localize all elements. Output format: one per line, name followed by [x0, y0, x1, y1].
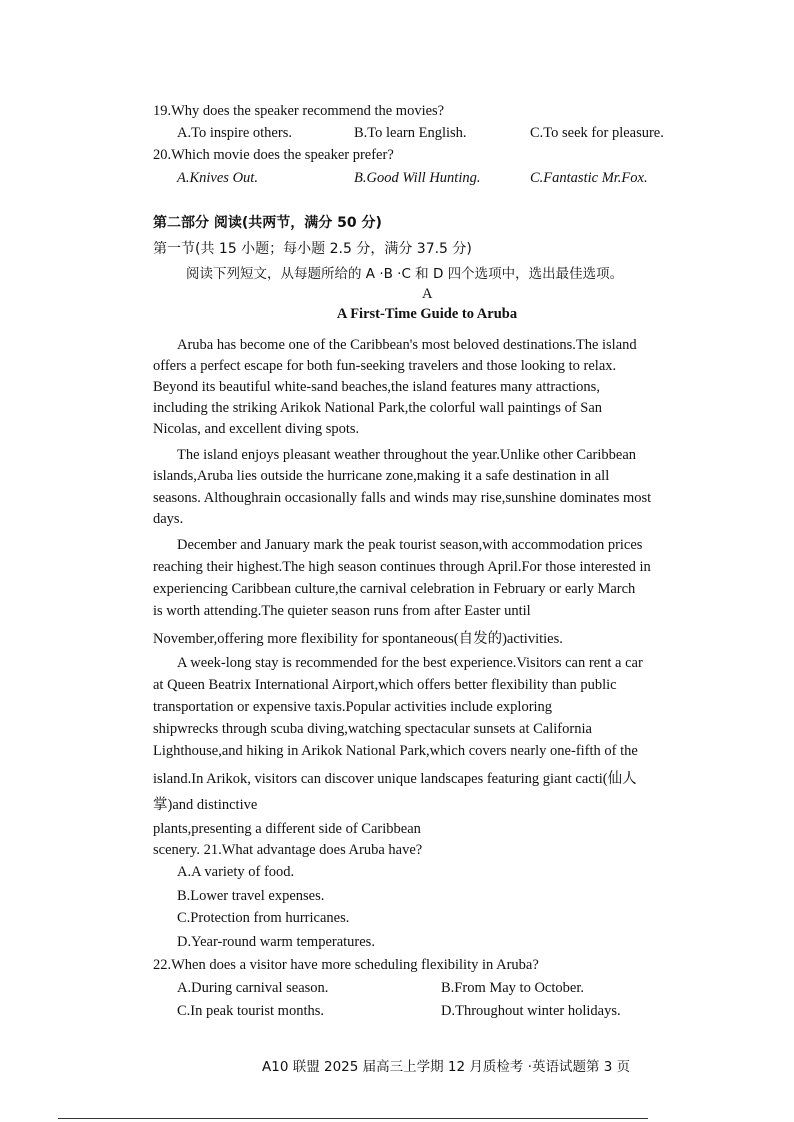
passage-line: transportation or expensive taxis.Popular activities include exploring	[153, 699, 553, 715]
passage-line: shipwrecks through scuba diving,watching spectacular sunsets at California	[153, 721, 592, 737]
passage-line: experiencing Caribbean culture,the carnival celebration in February or early March	[153, 581, 636, 597]
question-22: 22.When does a visitor have more scheduling flexibility in Aruba?	[153, 957, 539, 973]
q21-option-a: A.A variety of food.	[177, 864, 295, 880]
q22-option-b: B.From May to October.	[441, 980, 584, 996]
section-title: 第二部分 阅读(共两节，满分 50 分)	[153, 215, 382, 231]
passage-line: plants,presenting a different side of Caribbean	[153, 821, 421, 837]
question-20: 20.Which movie does the speaker prefer?	[153, 147, 394, 163]
q20-option-c: C.Fantastic Mr.Fox.	[530, 170, 648, 186]
q19-option-b: B.To learn English.	[354, 125, 467, 141]
passage-line: Nicolas, and excellent diving spots.	[153, 421, 360, 437]
passage-line: offers a perfect escape for both fun-seeking travelers and those looking to relax.	[153, 358, 617, 374]
q20-option-b: B.Good Will Hunting.	[354, 170, 481, 186]
q22-option-d: D.Throughout winter holidays.	[441, 1003, 621, 1019]
section-subtitle: 第一节(共 15 小题；每小题 2.5 分，满分 37.5 分)	[153, 241, 472, 257]
passage-line: days.	[153, 511, 184, 527]
q19-option-c: C.To seek for pleasure.	[530, 125, 664, 141]
q21-option-d: D.Year-round warm temperatures.	[177, 934, 375, 950]
q21-option-c: C.Protection from hurricanes.	[177, 910, 350, 926]
page-footer: A10 联盟 2025 届高三上学期 12 月质检考 ·英语试题第 3 页	[262, 1059, 631, 1075]
passage-line: including the striking Arikok National Park,the colorful wall paintings of San	[153, 400, 603, 416]
q22-option-c: C.In peak tourist months.	[177, 1003, 325, 1019]
passage-line: The island enjoys pleasant weather throughout the year.Unlike other Caribbean	[177, 447, 637, 463]
passage-line: island.In Arikok, visitors can discover unique landscapes featuring giant cacti(仙人	[153, 771, 637, 787]
passage-line: islands,Aruba lies outside the hurricane zone,making it a safe destination in all	[153, 468, 610, 484]
passage-line: reaching their highest.The high season continues through April.For those interested in	[153, 559, 651, 575]
footer-rule	[58, 1118, 648, 1119]
question-19: 19.Why does the speaker recommend the movies?	[153, 103, 445, 119]
passage-line: November,offering more flexibility for spontaneous(自发的)activities.	[153, 631, 563, 647]
q20-option-a: A.Knives Out.	[177, 170, 258, 186]
passage-letter: A	[422, 286, 433, 302]
passage-line: is worth attending.The quieter season runs from after Easter until	[153, 603, 531, 619]
passage-line: A week-long stay is recommended for the best experience.Visitors can rent a car	[177, 655, 643, 671]
passage-line: 掌)and distinctive	[153, 797, 258, 813]
q19-option-a: A.To inspire others.	[177, 125, 292, 141]
passage-line: Lighthouse,and hiking in Arikok National Park,which covers nearly one-fifth of the	[153, 743, 638, 759]
passage-line: Aruba has become one of the Caribbean's most beloved destinations.The island	[177, 337, 637, 353]
passage-title: A First-Time Guide to Aruba	[336, 306, 518, 322]
passage-line: December and January mark the peak tourist season,with accommodation prices	[177, 537, 643, 553]
q22-option-a: A.During carnival season.	[177, 980, 329, 996]
q21-option-b: B.Lower travel expenses.	[177, 888, 325, 904]
passage-line: at Queen Beatrix International Airport,which offers better flexibility than public	[153, 677, 617, 693]
passage-line: seasons. Althoughrain occasionally falls and winds may rise,sunshine dominates most	[153, 490, 652, 506]
section-instruction: 阅读下列短文，从每题所给的 A ·B ·C 和 D 四个选项中，选出最佳选项。	[186, 266, 624, 282]
passage-line: scenery. 21.What advantage does Aruba have?	[153, 842, 423, 858]
passage-line: Beyond its beautiful white-sand beaches,the island features many attractions,	[153, 379, 600, 395]
